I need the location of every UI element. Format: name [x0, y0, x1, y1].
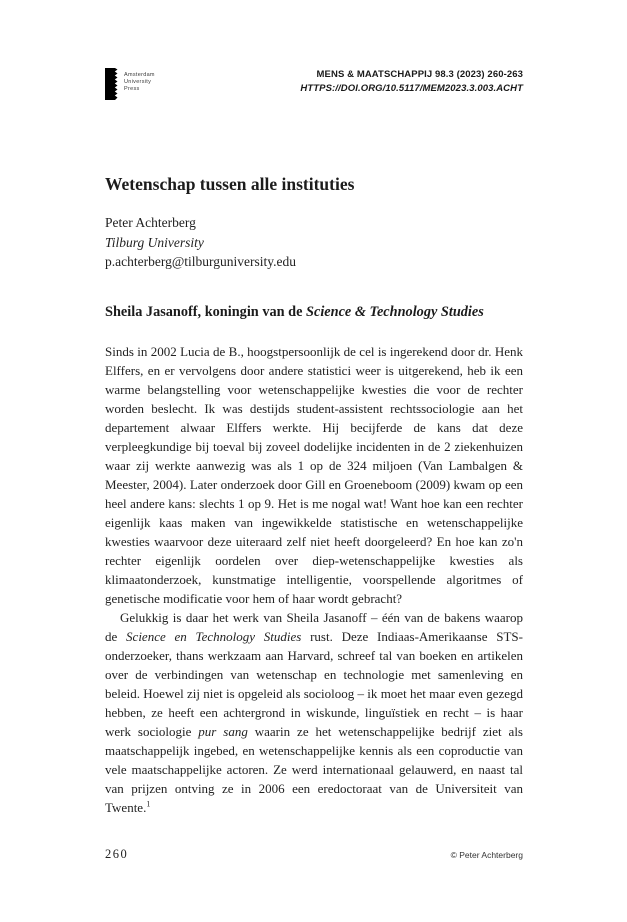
journal-info: [300, 68, 523, 95]
section-heading-italic: Science & Technology Studies: [306, 304, 484, 320]
section-heading-plain: Sheila Jasanoff, koningin van de: [105, 304, 307, 320]
aup-logo-icon: [105, 68, 118, 100]
paragraph-2-segment: rust. Deze Indiaas-Amerikaanse STS-onderzoeker, thans werkzaam aan Harvard, schreef tal van boeken en artikelen over de verbindingen van wetenschap en technologie met samenleving en beleid. Hoewel zij niet is opgeleid als socioloog – ik moet het maar even gezegd hebben, ze heeft een achtergrond in wiskunde, linguïstiek en recht – is haar werk sociologie: [105, 629, 523, 739]
publisher-logo: [105, 68, 155, 100]
publisher-name: [124, 68, 155, 93]
publisher-name-line: University: [124, 79, 152, 85]
doi-link[interactable]: HTTPS://DOI.ORG/10.5117/MEM2023.3.003.ACHT: [300, 82, 523, 94]
article-title: Wetenschap tussen alle instituties: [105, 174, 355, 194]
page-footer: [105, 847, 523, 862]
publisher-name-line: Press: [124, 86, 140, 92]
journal-citation: MENS & MAATSCHAPPIJ 98.3 (2023) 260-263: [316, 69, 523, 80]
paragraph-2-segment: waarin ze het wetenschappelijke bedrijf ziet als maatschappelijk ingebed, en wetenschappelijke kennis als een coproductie van vele maatschappelijke actoren. Ze werd internationaal gelauwerd, en naast tal van prijzen ontving ze in 2006 een eredoctoraat van de Universiteit van Twente.: [105, 724, 523, 815]
paragraph-2-italic: Science en Technology Studies: [126, 629, 302, 644]
footnote-marker: 1: [146, 799, 151, 809]
page-number: 260: [105, 847, 129, 861]
paragraph-1: Sinds in 2002 Lucia de B., hoogstpersoonlijk de cel is ingerekend door dr. Henk Elffers, en er vervolgens door andere statistici weer is uitgerekend, heb ik een warme belangstelling voor wetenschappelijke kwesties die voor de rechter worden beslecht. Ik was destijds student-assistent rechtssociologie aan het departement alwaar Elffers werkte. Hij becijferde de kans dat deze verpleegkundige bij toeval bij zoveel dodelijke incidenten in de 2 ziekenhuizen waar zij werkte aanwezig was als 1 op de 324 miljoen (Van Lambalgen & Meester, 2004). Later onderzoek door Gill en Groeneboom (2009) kwam op een heel andere kans: slechts 1 op 9. Het is me nogal wat! Want hoe kan een rechter eigenlijk kaas maken van ingewikkelde statistische en wetenschappelijke kwesties waarvoor deze uiteraard zelf niet heeft doorgeleerd? En hoe kan zo'n rechter eigenlijk oordelen over diep-wetenschappelijke kwesties als klimaatonderzoek, kunstmatige intelligentie, voorspellende algoritmes of genetische modificatie voor hem of haar wordt gebracht?: [105, 344, 523, 606]
section-heading: [105, 304, 523, 321]
paragraph-2: [105, 608, 523, 817]
author-email[interactable]: p.achterberg@tilburguniversity.edu: [105, 254, 297, 269]
copyright-notice: © Peter Achterberg: [450, 850, 523, 860]
article-body: [105, 342, 523, 834]
author-name: Peter Achterberg: [105, 215, 196, 230]
paragraph-2-segment: Gelukkig is daar het werk van Sheila Jasanoff – één van de bakens waarop de: [105, 610, 523, 644]
author-block: [105, 213, 523, 272]
page-header: [105, 68, 523, 100]
paragraph-2-italic: pur sang: [198, 724, 248, 739]
publisher-name-line: Amsterdam: [124, 72, 155, 78]
author-affiliation: Tilburg University: [105, 234, 204, 250]
